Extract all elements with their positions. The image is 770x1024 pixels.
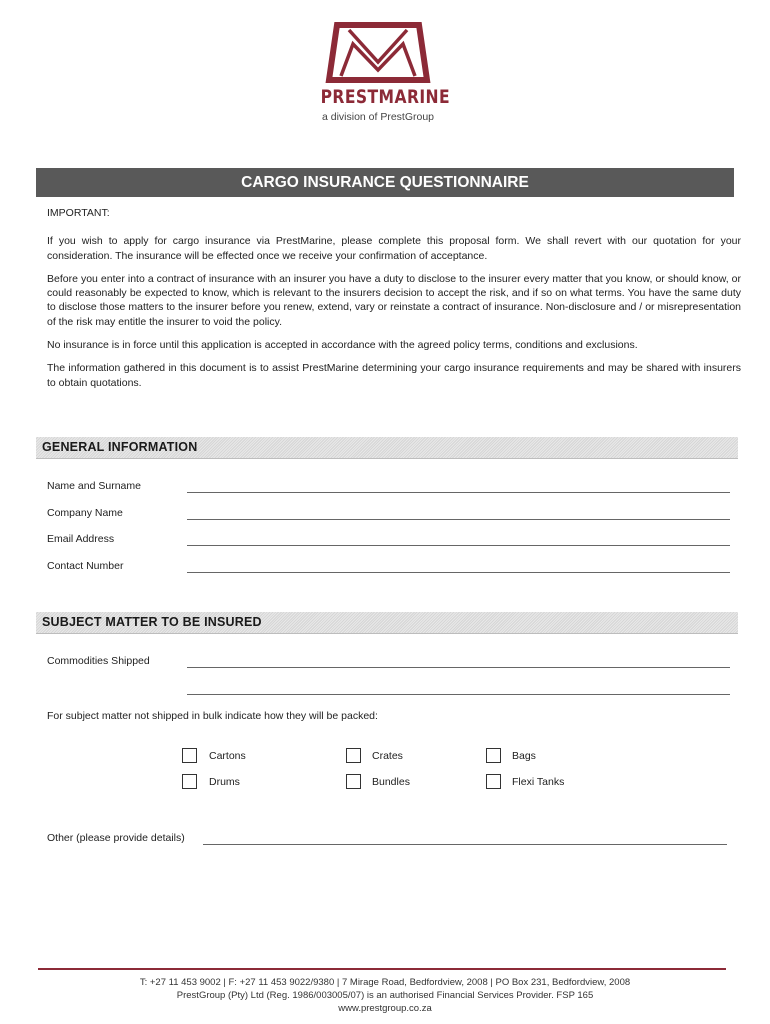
bundles-label: Bundles — [372, 776, 410, 788]
intro-paragraph: The information gathered in this document is to assist PrestMarine determining your cargo insurance requirements and may be shared with insurers to obtain quotations. — [47, 362, 741, 389]
commodities-field[interactable] — [187, 667, 730, 668]
cartons-label: Cartons — [209, 750, 246, 762]
section-heading: GENERAL INFORMATION — [42, 440, 198, 454]
bundles-checkbox[interactable] — [346, 774, 361, 789]
flexi-tanks-label: Flexi Tanks — [512, 776, 565, 788]
bags-label: Bags — [512, 750, 536, 762]
other-label: Other (please provide details) — [47, 832, 185, 844]
commodities-field-continued[interactable] — [187, 694, 730, 695]
email-field[interactable] — [187, 545, 730, 546]
section-heading: SUBJECT MATTER TO BE INSURED — [42, 615, 262, 629]
commodities-label: Commodities Shipped — [47, 655, 150, 667]
logo-subtitle: a division of PrestGroup — [321, 111, 435, 123]
company-field[interactable] — [187, 519, 730, 520]
company-label: Company Name — [47, 507, 123, 519]
subject-matter-header — [36, 612, 738, 634]
flexi-tanks-checkbox[interactable] — [486, 774, 501, 789]
form-title: CARGO INSURANCE QUESTIONNAIRE — [36, 168, 734, 197]
bags-checkbox[interactable] — [486, 748, 501, 763]
email-label: Email Address — [47, 533, 115, 545]
name-field[interactable] — [187, 492, 730, 493]
drums-label: Drums — [209, 776, 240, 788]
drums-checkbox[interactable] — [182, 774, 197, 789]
crates-label: Crates — [372, 750, 403, 762]
intro-paragraph: Before you enter into a contract of insurance with an insurer you have a duty to disclose to the insurer every matter that you know, or should know, or could reasonably be expected to know, which is relevant to the insurers decision to accept the risk, and if so on what terms. You have the same duty to disclose those matters to the insurer before you renew, extend, vary or reinstate a contract of insurance. Non-disclosure and / or misrepresentation of the risk may entitle the insurer to void the policy. — [47, 272, 741, 328]
intro-text — [47, 206, 741, 399]
other-details-field[interactable] — [203, 844, 727, 845]
logo-emblem-icon — [323, 20, 433, 84]
footer-contact: T: +27 11 453 9002 | F: +27 11 453 9022/9380 | 7 Mirage Road, Bedfordview, 2008 | PO Box 231, Bedfordview, 2008 — [139, 977, 631, 988]
important-label: IMPORTANT: — [47, 207, 110, 219]
crates-checkbox[interactable] — [346, 748, 361, 763]
footer-registration: PrestGroup (Pty) Ltd (Reg. 1986/003005/07) is an authorised Financial Services Provider. FSP 165 — [176, 990, 594, 1001]
intro-paragraph: If you wish to apply for cargo insurance via PrestMarine, please complete this proposal form. We shall revert with our quotation for your consideration. The insurance will be effected once we receive your confirmation of acceptance. — [47, 235, 741, 262]
logo-brand-text: PRESTMARINE — [320, 86, 451, 108]
contact-field[interactable] — [187, 572, 730, 573]
general-information-header — [36, 437, 738, 459]
contact-label: Contact Number — [47, 560, 124, 572]
footer — [0, 976, 770, 1015]
packing-prompt: For subject matter not shipped in bulk indicate how they will be packed: — [47, 710, 378, 722]
footer-website: www.prestgroup.co.za — [338, 1003, 432, 1014]
name-label: Name and Surname — [47, 480, 141, 492]
footer-divider — [38, 968, 726, 970]
intro-paragraph: No insurance is in force until this application is accepted in accordance with the agreed policy terms, conditions and exclusions. — [47, 339, 638, 352]
cartons-checkbox[interactable] — [182, 748, 197, 763]
prestmarine-logo — [308, 20, 451, 130]
